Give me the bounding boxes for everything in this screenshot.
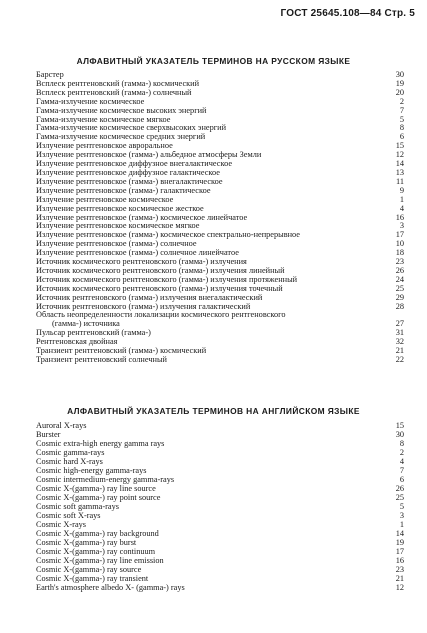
- index-term: [36, 583, 376, 592]
- index-term: [36, 502, 376, 511]
- index-entry: [36, 475, 404, 484]
- index-term-number: 1: [399, 520, 404, 529]
- index-entry: [36, 98, 404, 107]
- index-term: [36, 196, 376, 205]
- index-term-number: 22: [395, 355, 404, 364]
- index-entry: [36, 231, 404, 240]
- index-term-text: Гамма-излучение космическое: [36, 97, 145, 106]
- index-term-text: Cosmic X-(gamma-) ray point source: [36, 493, 161, 502]
- index-term-number: 5: [399, 114, 404, 124]
- index-entry: [36, 151, 404, 160]
- index-term: [36, 538, 376, 547]
- index-term: [36, 116, 376, 125]
- index-term-text: Излучение рентгеновское космическое мягкое: [36, 222, 200, 231]
- index-term-number: 18: [395, 248, 404, 258]
- index-term-text: Источник рентгеновского (гамма-) излучения внегалактический: [36, 293, 263, 302]
- index-entry: [36, 222, 404, 231]
- index-term: [36, 294, 376, 303]
- index-term-text: Источник космического рентгеновского (гамма-) излучения линейный: [36, 266, 285, 275]
- index-term-number: 3: [399, 511, 404, 520]
- index-term-text: Cosmic X-rays: [36, 520, 87, 529]
- index-term: [36, 547, 376, 556]
- index-term-text: Cosmic X-(gamma-) ray background: [36, 529, 159, 538]
- index-term-text: Cosmic intermedium-energy gamma-rays: [36, 475, 175, 484]
- index-term: [36, 107, 376, 116]
- index-term: [36, 187, 376, 196]
- index-term-text: Гамма-излучение космическое средних энергий: [36, 133, 206, 142]
- index-term-text: Burster: [36, 430, 61, 439]
- english-index-title: АЛФАВИТНЫЙ УКАЗАТЕЛЬ ТЕРМИНОВ НА АНГЛИЙСКОМ ЯЗЫКЕ: [67, 406, 360, 416]
- index-term-number: 4: [399, 203, 404, 213]
- index-term: [36, 329, 376, 338]
- index-term-text: Излучение рентгеновское (гамма-) космическое линейчатое: [36, 213, 248, 222]
- index-term: [36, 98, 376, 107]
- index-term-text: Гамма-излучение космическое высоких энергий: [36, 106, 207, 115]
- index-term-number: 30: [395, 70, 404, 79]
- index-term-text: Излучение рентгеновское (гамма-) космическое спектрально-непрерывное: [36, 231, 300, 240]
- index-term-text: Cosmic high-energy gamma-rays: [36, 466, 147, 475]
- index-term-text: Источник космического рентгеновского (гамма-) излучения: [36, 258, 247, 267]
- index-entry: [36, 538, 404, 547]
- index-entry: [36, 329, 404, 338]
- index-entry: [36, 356, 404, 365]
- index-term: [36, 89, 376, 98]
- index-term: [36, 347, 376, 356]
- index-term-number: 13: [395, 167, 404, 177]
- index-term-text: Источник космического рентгеновского (гамма-) излучения точечный: [36, 284, 283, 293]
- index-entry: [36, 547, 404, 556]
- index-term-text: Рентгеновская двойная: [36, 338, 118, 347]
- index-term-text: Излучение рентгеновское (гамма-) солнечное: [36, 240, 197, 249]
- index-term: [36, 311, 376, 329]
- index-term-text: Cosmic X-(gamma-) ray burst: [36, 538, 137, 547]
- index-term-number: 8: [399, 123, 404, 133]
- index-term: [36, 493, 376, 502]
- index-term-number: 30: [395, 430, 404, 439]
- index-term-number: 32: [395, 337, 404, 347]
- index-entry: [36, 484, 404, 493]
- index-term-text: Cosmic gamma-rays: [36, 448, 105, 457]
- index-term-text: Излучение рентгеновское (гамма-) солнечное линейчатое: [36, 249, 239, 258]
- index-term-text: Cosmic X-(gamma-) ray continuum: [36, 547, 156, 556]
- index-term: [36, 484, 376, 493]
- index-entry: [36, 71, 404, 80]
- index-term: [36, 178, 376, 187]
- index-term-text: Cosmic X-(gamma-) ray line emission: [36, 556, 164, 565]
- index-term-number: 12: [395, 150, 404, 160]
- index-entry: [36, 520, 404, 529]
- index-term-number: 9: [399, 185, 404, 195]
- index-term: [36, 448, 376, 457]
- index-term: [36, 356, 376, 365]
- index-term-number: 6: [399, 132, 404, 142]
- index-term: [36, 222, 376, 231]
- index-term: [36, 258, 376, 267]
- index-term-text: Источник рентгеновского (гамма-) излучения галактический: [36, 302, 251, 311]
- index-term: [36, 303, 376, 312]
- index-entry: [36, 311, 404, 329]
- index-entry: [36, 249, 404, 258]
- index-term-number: 28: [395, 301, 404, 311]
- index-entry: [36, 169, 404, 178]
- index-term-number: 23: [395, 257, 404, 267]
- index-term: [36, 529, 376, 538]
- index-entry: [36, 338, 404, 347]
- index-entry: [36, 529, 404, 538]
- index-term-number: 17: [395, 547, 404, 556]
- page-header: ГОСТ 25645.108—84 Стр. 5: [280, 8, 415, 19]
- index-term: [36, 249, 376, 258]
- index-term: [36, 267, 376, 276]
- index-term-text: Излучение рентгеновское космическое: [36, 195, 174, 204]
- index-term-text: Излучение рентгеновское диффузное внегалактическое: [36, 160, 233, 169]
- index-term-text: Транзиент рентгеновский солнечный: [36, 356, 167, 364]
- index-entry: [36, 574, 404, 583]
- index-term-number: 25: [395, 493, 404, 502]
- index-term-number: 7: [399, 105, 404, 115]
- index-entry: [36, 421, 404, 430]
- index-term: [36, 205, 376, 214]
- index-entry: [36, 294, 404, 303]
- index-term-text: Барстер: [36, 71, 64, 79]
- index-entry: [36, 89, 404, 98]
- index-entry: [36, 448, 404, 457]
- index-term-text: Область неопределенности локализации космического рентгеновского: [36, 311, 286, 320]
- index-term-number: 2: [399, 448, 404, 457]
- index-term-text: Излучение рентгеновское космическое жесткое: [36, 204, 204, 213]
- index-term-number: 25: [395, 283, 404, 293]
- index-term: [36, 214, 376, 223]
- index-entry: [36, 502, 404, 511]
- index-term-number: 14: [395, 159, 404, 169]
- index-term-text: Излучение рентгеновское авроральное: [36, 142, 173, 151]
- index-term: [36, 133, 376, 142]
- index-term: [36, 71, 376, 80]
- index-term: [36, 169, 376, 178]
- index-term-number: 15: [395, 141, 404, 151]
- index-entry: [36, 565, 404, 574]
- index-term-text: Cosmic soft gamma-rays: [36, 502, 119, 511]
- index-entry: [36, 556, 404, 565]
- index-term-number: 26: [395, 265, 404, 275]
- index-term-number: 16: [395, 212, 404, 222]
- index-term-number: 27: [395, 319, 404, 329]
- index-entry: [36, 303, 404, 312]
- index-term-text: Cosmic X-(gamma-) ray transient: [36, 574, 149, 583]
- index-term: [36, 160, 376, 169]
- index-term: [36, 430, 376, 439]
- index-term: [36, 439, 376, 448]
- index-term: [36, 556, 376, 565]
- index-term-text: Пульсар рентгеновский (гамма-): [36, 329, 151, 338]
- index-term-text: Транзиент рентгеновский (гамма-) космический: [36, 347, 207, 356]
- index-term: [36, 475, 376, 484]
- index-term-number: 23: [395, 565, 404, 574]
- index-term: [36, 80, 376, 89]
- index-term-text: Cosmic X-(gamma-) ray line source: [36, 484, 156, 493]
- index-term-text: Излучение рентгеновское диффузное галактическое: [36, 168, 220, 177]
- index-term-number: 21: [395, 574, 404, 583]
- russian-term-index: [36, 71, 404, 365]
- index-entry: [36, 187, 404, 196]
- index-entry: [36, 178, 404, 187]
- index-term-number: 3: [399, 221, 404, 231]
- index-term-text: Cosmic soft X-rays: [36, 511, 101, 520]
- index-entry: [36, 457, 404, 466]
- index-entry: [36, 142, 404, 151]
- index-entry: [36, 196, 404, 205]
- index-entry: [36, 347, 404, 356]
- index-term-text: Гамма-излучение космическое сверхвысоких энергий: [36, 124, 227, 133]
- index-term: [36, 574, 376, 583]
- index-term-text: Всплеск рентгеновский (гамма-) солнечный: [36, 88, 192, 97]
- index-entry: [36, 258, 404, 267]
- index-term-number: 17: [395, 230, 404, 240]
- index-term-text: Всплеск рентгеновский (гамма-) космический: [36, 79, 200, 88]
- index-term-text: Излучение рентгеновское (гамма-) внегалактическое: [36, 177, 223, 186]
- index-entry: [36, 511, 404, 520]
- index-term-text: Cosmic hard X-rays: [36, 457, 103, 466]
- index-term-number: 21: [395, 346, 404, 356]
- index-term: [36, 421, 376, 430]
- index-term-number: 31: [395, 328, 404, 338]
- index-term-number: 7: [399, 466, 404, 475]
- index-term: [36, 466, 376, 475]
- index-entry: [36, 466, 404, 475]
- index-term-number: 11: [396, 176, 404, 186]
- index-term-number: 4: [399, 457, 404, 466]
- index-term-continuation: (гамма-) источника: [52, 319, 120, 329]
- index-term-number: 1: [399, 194, 404, 204]
- index-term-number: 2: [399, 96, 404, 106]
- index-term-text: Earth's atmosphere albedo X- (gamma-) rays: [36, 583, 185, 592]
- index-term: [36, 338, 376, 347]
- index-term: [36, 511, 376, 520]
- index-entry: [36, 205, 404, 214]
- index-term-number: 8: [399, 439, 404, 448]
- index-term-text: Auroral X-rays: [36, 421, 87, 430]
- index-term: [36, 457, 376, 466]
- index-term-number: 5: [399, 502, 404, 511]
- index-term-number: 16: [395, 556, 404, 565]
- index-term: [36, 151, 376, 160]
- english-term-index: [36, 421, 404, 592]
- index-entry: [36, 214, 404, 223]
- index-entry: [36, 276, 404, 285]
- index-term-number: 26: [395, 484, 404, 493]
- index-entry: [36, 124, 404, 133]
- index-term: [36, 231, 376, 240]
- index-term: [36, 520, 376, 529]
- index-term-number: 24: [395, 274, 404, 284]
- index-entry: [36, 240, 404, 249]
- index-term-text: Cosmic X-(gamma-) ray source: [36, 565, 142, 574]
- index-term: [36, 276, 376, 285]
- index-entry: [36, 160, 404, 169]
- index-term-number: 15: [395, 421, 404, 430]
- index-entry: [36, 116, 404, 125]
- index-term: [36, 142, 376, 151]
- index-entry: [36, 285, 404, 294]
- index-term-number: 10: [395, 239, 404, 249]
- index-entry: [36, 430, 404, 439]
- index-term-text: Источник космического рентгеновского (гамма-) излучения протяженный: [36, 275, 298, 284]
- index-term-number: 19: [395, 538, 404, 547]
- index-term: [36, 124, 376, 133]
- index-entry: [36, 439, 404, 448]
- index-entry: [36, 583, 404, 592]
- index-entry: [36, 80, 404, 89]
- index-term-text: Излучение рентгеновское (гамма-) галактическое: [36, 186, 211, 195]
- index-term-text: Гамма-излучение космическое мягкое: [36, 115, 171, 124]
- index-entry: [36, 133, 404, 142]
- index-term-text: Излучение рентгеновское (гамма-) альбедное атмосферы Земли: [36, 151, 262, 160]
- index-entry: [36, 493, 404, 502]
- index-term: [36, 565, 376, 574]
- index-term-text: Cosmic extra-high energy gamma rays: [36, 439, 165, 448]
- index-term-number: 19: [395, 78, 404, 88]
- index-term-number: 6: [399, 475, 404, 484]
- index-term-number: 29: [395, 292, 404, 302]
- index-term-number: 12: [395, 583, 404, 592]
- index-term: [36, 285, 376, 294]
- russian-index-title: АЛФАВИТНЫЙ УКАЗАТЕЛЬ ТЕРМИНОВ НА РУССКОМ ЯЗЫКЕ: [76, 56, 351, 66]
- index-entry: [36, 267, 404, 276]
- index-term-number: 20: [395, 87, 404, 97]
- index-term-number: 14: [395, 529, 404, 538]
- index-entry: [36, 107, 404, 116]
- index-term: [36, 240, 376, 249]
